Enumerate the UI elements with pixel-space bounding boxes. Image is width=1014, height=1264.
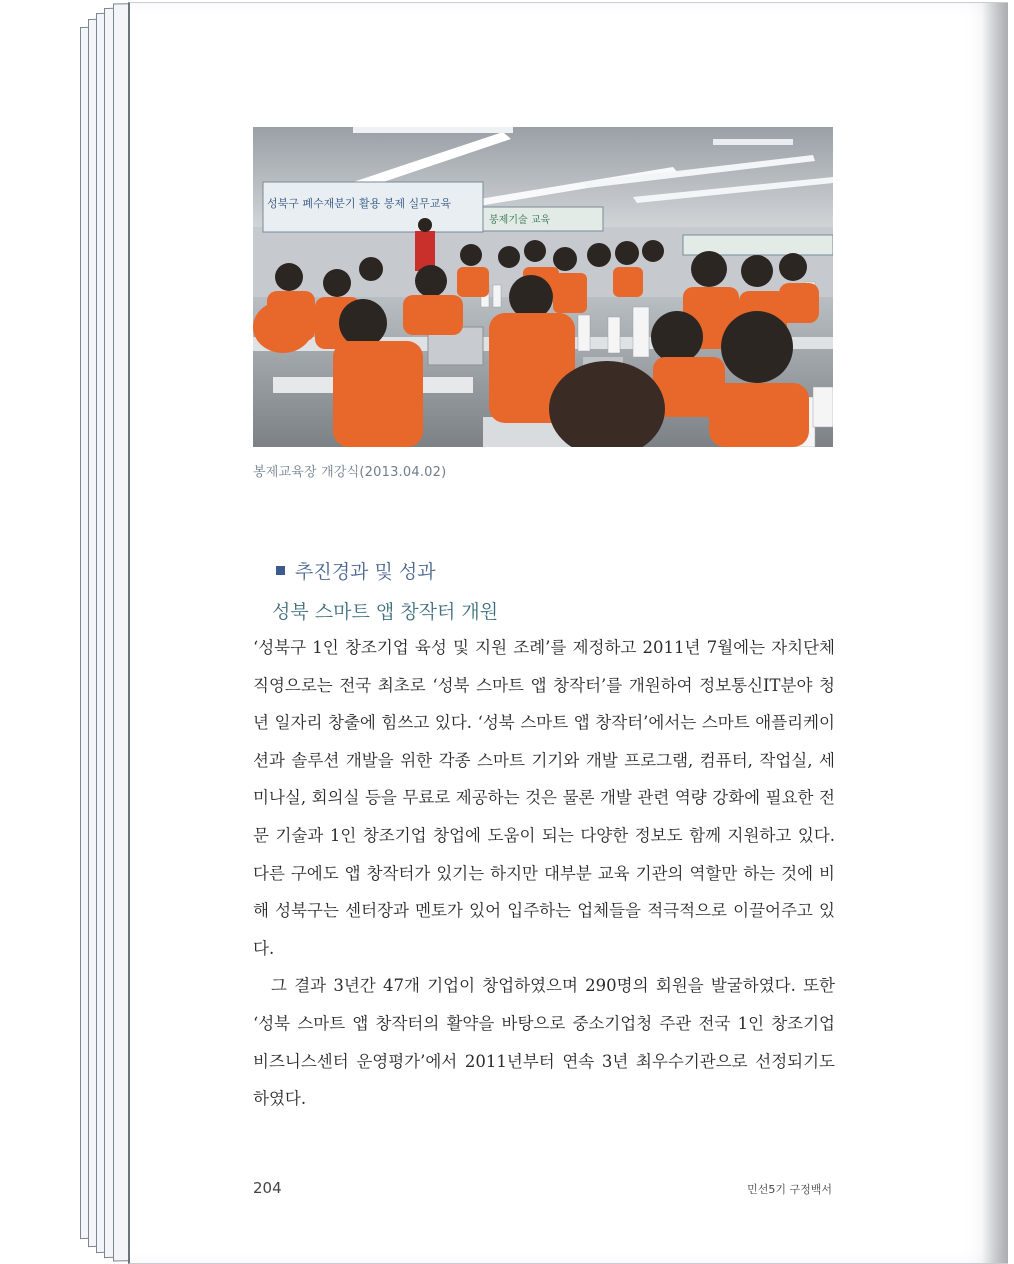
book-page bbox=[128, 2, 1008, 1264]
photo-caption: 봉제교육장 개강식(2013.04.02) bbox=[253, 465, 447, 480]
banner-text: 성북구 폐수재분기 활용 봉제 실무교육 bbox=[267, 197, 452, 210]
paragraph: ‘성북구 1인 창조기업 육성 및 지원 조례’를 제정하고 2011년 7월에는 자치단체 직영으로는 전국 최초로 ‘성북 스마트 앱 창작터’를 개원하여 정보통신IT분야 청년 일자리 창출에 힘쓰고 있다. ‘성북 스마트 앱 창작터’에서는 스마트 애플리케이션과 솔루션 개발을 위한 각종 스마트 기기와 개발 프로그램, 컴퓨터, 작업실, 세미나실, 회의실 등을 무료로 제공하는 것은 물론 개발 관련 역량 강화에 필요한 전문 기술과 1인 창조기업 창업에 도움이 되는 다양한 정보도 함께 지원하고 있다. 다른 구에도 앱 창작터가 있기는 하지만 대부분 교육 기관의 역할만 하는 것에 비해 성북구는 센터장과 멘토가 있어 입주하는 업체들을 적극적으로 이끌어주고 있다. bbox=[253, 638, 835, 958]
square-bullet-icon bbox=[276, 566, 285, 575]
page-number: 204 bbox=[253, 1179, 282, 1197]
paragraph: 그 결과 3년간 47개 기업이 창업하였으며 290명의 회원을 발굴하였다. 또한 ‘성북 스마트 앱 창작터의 활약을 바탕으로 중소기업청 주관 전국 1인 창조기업 비즈니스센터 운영평가’에서 2011년부터 연속 3년 최우수기관으로 선정되기도 하였다. bbox=[253, 976, 835, 1109]
section-heading bbox=[276, 557, 436, 584]
body-text bbox=[253, 629, 835, 1118]
banner-right-text: 봉제기술 교육 bbox=[489, 215, 551, 226]
sewing-class-photo bbox=[253, 127, 833, 447]
section-heading-text: 추진경과 및 성과 bbox=[295, 561, 436, 583]
spine-shadow bbox=[982, 3, 1008, 1263]
running-footer: 민선5기 구정백서 bbox=[747, 1183, 832, 1196]
section-subheading: 성북 스마트 앱 창작터 개원 bbox=[272, 601, 499, 623]
